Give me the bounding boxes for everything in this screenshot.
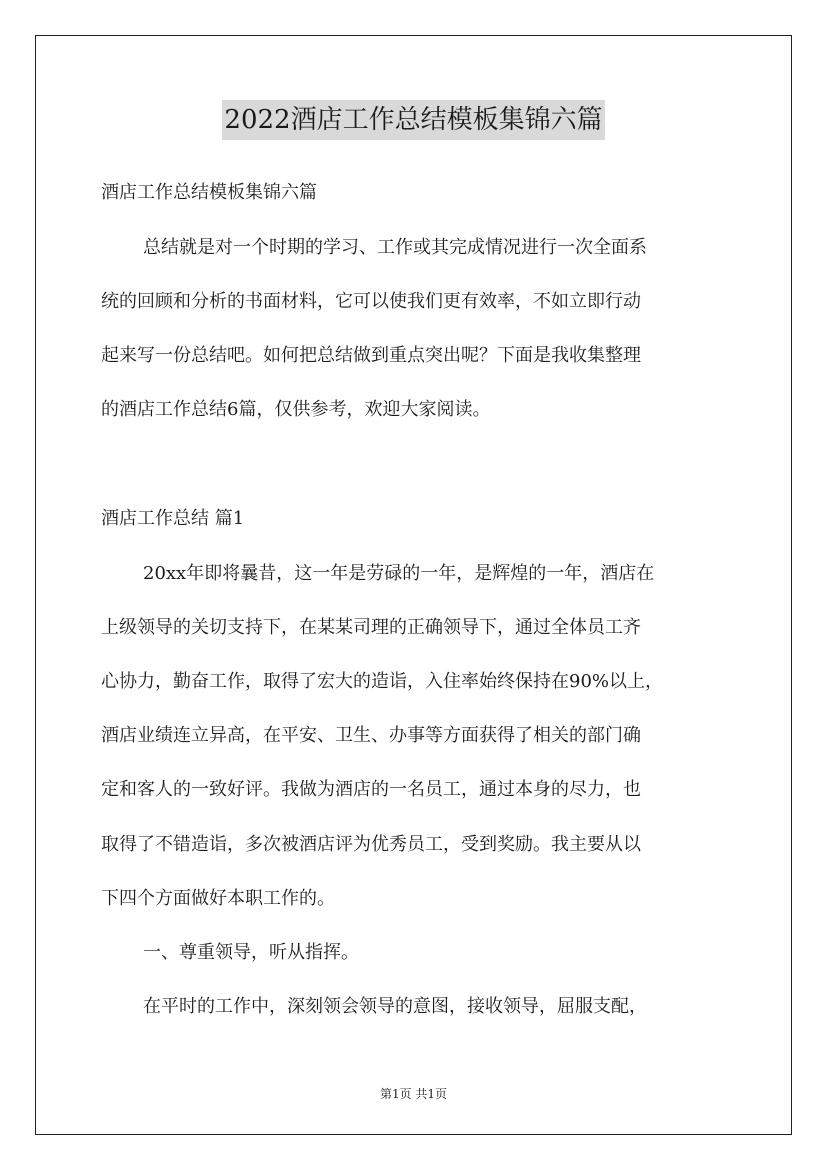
body-line: 酒店业绩连立异高，在平安、卫生、办事等方面获得了相关的部门确: [101, 725, 641, 746]
body-line: 定和客人的一致好评。我做为酒店的一名员工，通过本身的尽力，也: [101, 779, 641, 800]
intro-line: 统的回顾和分析的书面材料，它可以使我们更有效率，不如立即行动: [101, 291, 641, 312]
point-text: 在平时的工作中，深刻领会领导的意图，接收领导，屈服支配，: [143, 996, 647, 1017]
subtitle: 酒店工作总结模板集锦六篇: [101, 182, 317, 203]
point-heading: 一、尊重领导，听从指挥。: [143, 942, 359, 963]
body-line: 下四个方面做好本职工作的。: [101, 888, 335, 909]
body-line: 取得了不错造诣，多次被酒店评为优秀员工，受到奖励。我主要从以: [101, 834, 641, 855]
page-footer: 第1页 共1页: [379, 1087, 448, 1101]
section-heading: 酒店工作总结 篇1: [101, 508, 245, 529]
intro-line: 总结就是对一个时期的学习、工作或其完成情况进行一次全面系: [143, 237, 647, 258]
document-title: 2022酒店工作总结模板集锦六篇: [222, 100, 604, 140]
body-line: 心协力，勤奋工作，取得了宏大的造诣，入住率始终保持在90%以上，: [101, 671, 664, 692]
body-line: 上级领导的关切支持下，在某某司理的正确领导下，通过全体员工齐: [101, 617, 641, 638]
intro-line: 起来写一份总结吧。如何把总结做到重点突出呢？下面是我收集整理: [101, 345, 641, 366]
body-line: 20xx年即将曩昔，这一年是劳碌的一年，是辉煌的一年，酒店在: [143, 563, 655, 584]
intro-line: 的酒店工作总结6篇，仅供参考，欢迎大家阅读。: [101, 399, 491, 420]
